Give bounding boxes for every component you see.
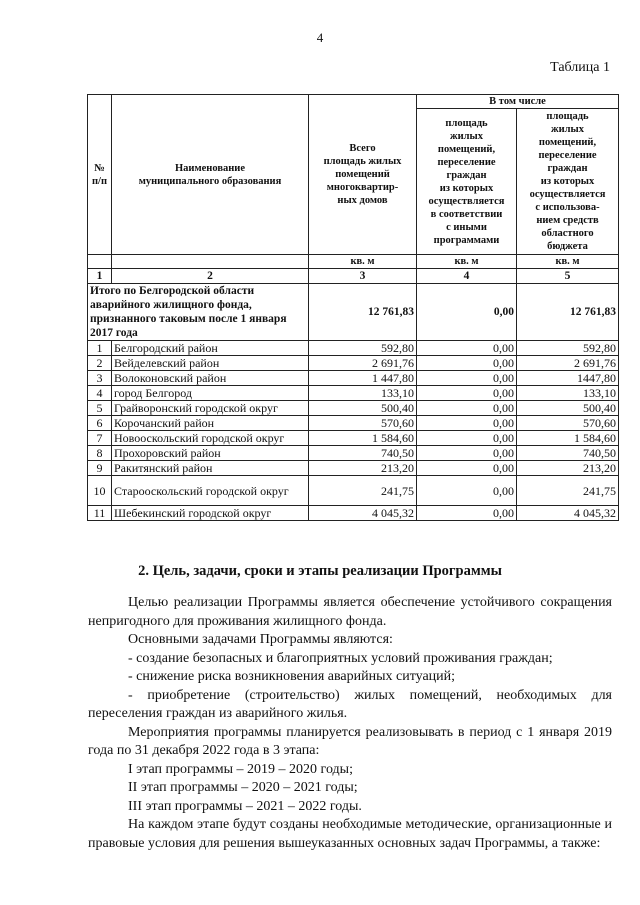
row-num: 9 (88, 461, 112, 476)
table-row (88, 446, 619, 461)
col-number: 2 (112, 269, 309, 284)
row-regional: 2 691,76 (517, 356, 619, 371)
row-total: 740,50 (309, 446, 417, 461)
row-other: 0,00 (417, 401, 517, 416)
table-row (88, 506, 619, 521)
row-regional: 592,80 (517, 341, 619, 356)
paragraph: На каждом этапе будут созданы необходимые методические, организационные и правовые условия для решения вышеуказанных основных задач Программы, а также: (88, 817, 612, 851)
row-total: 1 447,80 (309, 371, 417, 386)
row-other: 0,00 (417, 341, 517, 356)
row-other: 0,00 (417, 431, 517, 446)
table-row (88, 461, 619, 476)
table-row (88, 476, 619, 506)
header-total: Всего площадь жилых помещений многоквартир- ных домов (309, 95, 417, 255)
row-regional: 570,60 (517, 416, 619, 431)
row-num: 4 (88, 386, 112, 401)
header-including: В том числе (417, 95, 619, 109)
table-caption: Таблица 1 (550, 60, 610, 75)
paragraph: II этап программы – 2020 – 2021 годы; (128, 780, 358, 795)
unit-regional: кв. м (517, 255, 619, 269)
paragraph: Целью реализации Программы является обеспечение устойчивого сокращения непригодного для проживания жилищного фонда. (88, 595, 612, 629)
body-text (88, 594, 612, 853)
table-row (88, 386, 619, 401)
header-regional-budget: площадь жилых помещений, переселение граждан из которых осуществляется с использова- нием средств областного бюджета (517, 109, 619, 255)
row-other: 0,00 (417, 446, 517, 461)
table-row (88, 416, 619, 431)
row-total: 1 584,60 (309, 431, 417, 446)
row-num: 2 (88, 356, 112, 371)
row-regional: 241,75 (517, 476, 619, 506)
row-num: 6 (88, 416, 112, 431)
row-other: 0,00 (417, 371, 517, 386)
paragraph: Мероприятия программы планируется реализовывать в период с 1 января 2019 года по 31 декабря 2022 года в 3 этапа: (88, 724, 612, 758)
row-regional: 1 584,60 (517, 431, 619, 446)
row-regional: 740,50 (517, 446, 619, 461)
page-number: 4 (316, 30, 324, 45)
header-other-programs: площадь жилых помещений, переселение граждан из которых осуществляется в соответствии с иными программами (417, 109, 517, 255)
unit-total: кв. м (309, 255, 417, 269)
row-total: 2 691,76 (309, 356, 417, 371)
header-num: № п/п (88, 95, 112, 255)
row-num: 8 (88, 446, 112, 461)
total-total: 12 761,83 (309, 284, 417, 341)
row-name: Белгородский район (112, 341, 309, 356)
row-name: Ракитянский район (112, 461, 309, 476)
table-row (88, 341, 619, 356)
row-regional: 4 045,32 (517, 506, 619, 521)
table-row (88, 356, 619, 371)
row-name: Новооскольский городской округ (112, 431, 309, 446)
table-row (88, 371, 619, 386)
row-total: 241,75 (309, 476, 417, 506)
col-number: 5 (517, 269, 619, 284)
row-other: 0,00 (417, 356, 517, 371)
row-num: 11 (88, 506, 112, 521)
header-name: Наименование муниципального образования (112, 95, 309, 255)
paragraph: - снижение риска возникновения аварийных ситуаций; (128, 669, 456, 684)
row-total: 500,40 (309, 401, 417, 416)
col-number: 4 (417, 269, 517, 284)
paragraph: - приобретение (строительство) жилых помещений, необходимых для переселения граждан из аварийного жилья. (88, 687, 612, 721)
row-total: 133,10 (309, 386, 417, 401)
table-row (88, 431, 619, 446)
paragraph: III этап программы – 2021 – 2022 годы. (128, 798, 362, 814)
row-other: 0,00 (417, 416, 517, 431)
total-label: Итого по Белгородской области аварийного жилищного фонда, признанного таковым после 1 января 2017 года (88, 284, 309, 341)
row-name: Грайворонский городской округ (112, 401, 309, 416)
row-other: 0,00 (417, 506, 517, 521)
row-name: Старооскольский городской округ (112, 476, 309, 506)
housing-table (87, 94, 619, 521)
total-other: 0,00 (417, 284, 517, 341)
row-other: 0,00 (417, 461, 517, 476)
row-regional: 1447,80 (517, 371, 619, 386)
row-other: 0,00 (417, 476, 517, 506)
unit-other: кв. м (417, 255, 517, 269)
total-regional: 12 761,83 (517, 284, 619, 341)
row-name: Вейделевский район (112, 356, 309, 371)
paragraph: I этап программы – 2019 – 2020 годы; (128, 761, 353, 777)
row-name: Корочанский район (112, 416, 309, 431)
row-name: Шебекинский городской округ (112, 506, 309, 521)
paragraph: - создание безопасных и благоприятных условий проживания граждан; (128, 650, 553, 666)
row-num: 1 (88, 341, 112, 356)
row-regional: 133,10 (517, 386, 619, 401)
row-name: Прохоровский район (112, 446, 309, 461)
row-name: город Белгород (112, 386, 309, 401)
total-row (88, 284, 619, 341)
col-number: 1 (88, 269, 112, 284)
row-num: 10 (88, 476, 112, 506)
row-num: 7 (88, 431, 112, 446)
row-num: 3 (88, 371, 112, 386)
row-total: 570,60 (309, 416, 417, 431)
row-other: 0,00 (417, 386, 517, 401)
row-regional: 213,20 (517, 461, 619, 476)
table-row (88, 401, 619, 416)
row-total: 4 045,32 (309, 506, 417, 521)
section-title: 2. Цель, задачи, сроки и этапы реализации Программы (138, 563, 502, 579)
row-num: 5 (88, 401, 112, 416)
row-total: 213,20 (309, 461, 417, 476)
row-name: Волоконовский район (112, 371, 309, 386)
row-regional: 500,40 (517, 401, 619, 416)
col-number: 3 (309, 269, 417, 284)
paragraph: Основными задачами Программы являются: (128, 632, 393, 647)
row-total: 592,80 (309, 341, 417, 356)
